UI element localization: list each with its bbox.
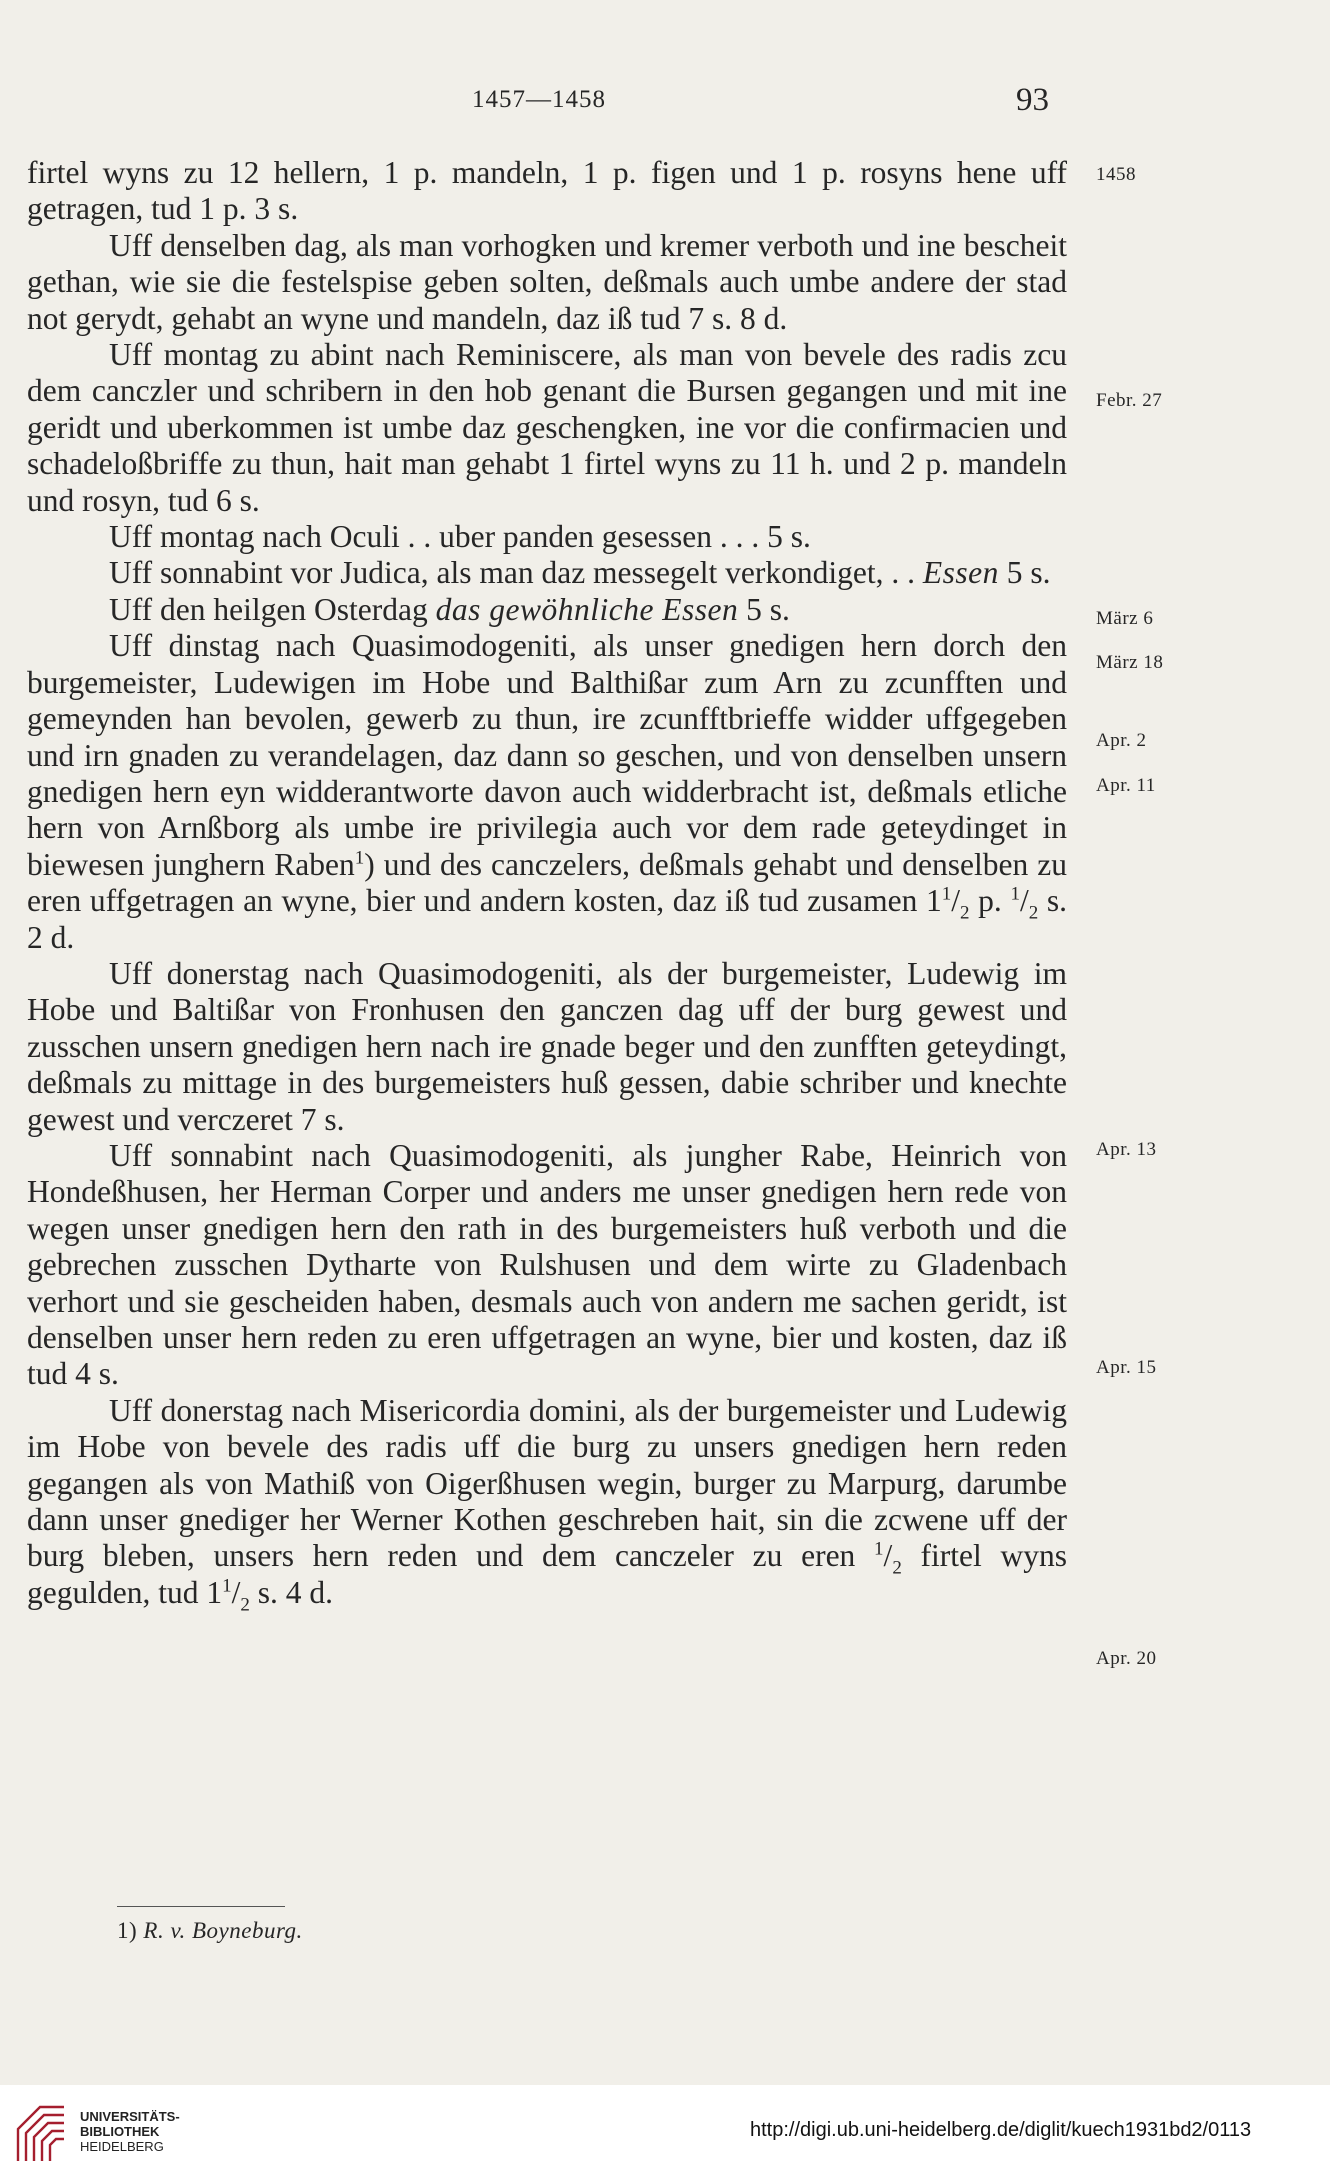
paragraph-text: 5 s.: [738, 591, 790, 627]
fraction-numerator: 1: [222, 1575, 232, 1597]
paragraph-text: Uff dinstag nach Quasimodogeniti, als unser gnedigen hern dorch den burgemeister, Ludewigen im Hobe und Balthißar zum Arn zu zcunfften und gemeynden han bevolen, gewerb zu thun, ire zcunfftbrieffe widder uffgegeben und irn gnaden zu verandelagen, daz dann so geschen, und von denselben unsern gnedigen hern eyn widderantworte davon auch widderbracht ist, deßmals etliche hern von Arnßborg als umbe ire privilegia auch vor dem rade geteydinget in biewesen junghern Raben: [27, 628, 1067, 882]
logo-line: BIBLIOTHEK: [80, 2124, 160, 2139]
paragraph-text: Uff sonnabint vor Judica, als man daz messegelt verkondiget, . .: [109, 555, 923, 591]
logo-strokes: [18, 2107, 64, 2161]
paragraph: Uff dinstag nach Quasimodogeniti, als unser gnedigen hern dorch den burgemeister, Ludewigen im Hobe und Balthißar zum Arn zu zcunfften und gemeynden han bevolen, gewerb zu thun, ire zcunfftbrieffe widder uffgegeben und irn gnaden zu verandelagen, daz dann so geschen, und von denselben unsern gnedigen hern eyn widderantworte davon auch widderbracht ist, deßmals etliche hern von Arnßborg als umbe ire privilegia auch vor dem rade geteydinget in biewesen junghern Raben$^1$) und des canczelers, deßmals gehabt und denselben zu eren uffgetragen an wyne, bier und andern kosten, daz iß tud zusamen $1^1/_2$ p. $^1/_2$ s. 2 d.: [27, 628, 1067, 955]
italic-editorial-text: Essen: [922, 555, 999, 591]
footnote-divider: [117, 1906, 285, 1907]
margin-date: Apr. 13: [1096, 1139, 1157, 1160]
logo-wordmark: [80, 2109, 180, 2154]
paragraph: Uff montag nach Oculi . . uber panden gesessen . . . 5 s.: [109, 519, 811, 555]
source-url-link[interactable]: http://digi.ub.uni-heidelberg.de/diglit/kuech1931bd2/0113: [750, 2119, 1252, 2141]
digitization-footer: [0, 2085, 1330, 2176]
paragraph-text: ) und des canczelers, deßmals gehabt und denselben zu eren uffgetragen an wyne, bier und andern kosten, daz iß tud zusamen 1: [27, 846, 1067, 919]
paragraph-text: s. 4 d.: [249, 1574, 333, 1610]
fraction-numerator: 1: [874, 1538, 884, 1560]
paragraph: Uff sonnabint nach Quasimodogeniti, als jungher Rabe, Heinrich von Hondeßhusen, her Herman Corper und anders me unser gnedigen hern rede von wegen unser gnedigen hern den rath in des burgemeisters huß verboth und die gebrechen zusschen Dytharte von Rulshusen und dem wirte zu Gladenbach verhort und sie gescheiden haben, desmals auch von andern me sachen geridt, ist denselben unser hern reden zu eren uffgetragen an wyne, bier und kosten, daz iß tud 4 s.: [27, 1137, 1067, 1392]
page-header: [0, 82, 1330, 126]
paragraph-text: Uff donerstag nach Misericordia domini, als der burgemeister und Ludewig im Hobe von bevele des radis uff die burg zu unsers gnedigen hern reden gegangen als von Mathiß von Oigerßhusen wegin, burger zu Marpurg, darumbe dann unser gnediger her Werner Kothen geschreben hait, sin die zcwene uff der burg bleben, unsers hern reden und dem canczeler zu eren: [27, 1392, 1067, 1574]
paragraph-text: 5 s.: [998, 555, 1051, 591]
margin-date: Febr. 27: [1096, 390, 1163, 411]
fraction-denominator: 2: [1028, 902, 1039, 924]
paragraph: firtel wyns zu 12 hellern, 1 p. mandeln, 1 p. figen und 1 p. rosyns hene uff getragen, tud 1 p. 3 s.: [27, 155, 1067, 227]
fraction-denominator: 2: [960, 902, 970, 924]
page-number: 93: [1016, 82, 1049, 118]
footnote-text: R. v. Boyneburg.: [143, 1918, 303, 1943]
university-library-logo-icon: [12, 2099, 70, 2163]
paragraph: Uff montag zu abint nach Reminiscere, als man von bevele des radis zcu dem canczler und schribern in den hob genant die Bursen gegangen und mit ine geridt und uberkommen ist umbe daz geschengken, ine vor die confirmacien und schadeloßbriffe zu thun, hait man gehabt 1 firtel wyns zu 11 h. und 2 p. mandeln und rosyn, tud 6 s.: [27, 337, 1067, 518]
fraction-numerator: 1: [1010, 883, 1020, 905]
margin-date: März 6: [1096, 608, 1154, 629]
paragraph-text: p.: [969, 883, 1011, 919]
footnote-number: 1): [117, 1918, 138, 1943]
footnote: [117, 1918, 303, 1944]
margin-date: Apr. 11: [1096, 775, 1156, 796]
paragraph: Uff donerstag nach Quasimodogeniti, als der burgemeister, Ludewig im Hobe und Baltißar von Fronhusen den ganczen dag uff der burg gewest und zusschen unsern gnedigen hern nach ire gnade beger und den zunfften geteydingt, deßmals zu mittage in des burgemeisters huß gessen, dabie schriber und knechte gewest und verczeret 7 s.: [27, 955, 1067, 1137]
margin-date: Apr. 15: [1096, 1357, 1157, 1378]
main-text: [27, 155, 1067, 1616]
fraction-numerator: 1: [941, 883, 952, 905]
footnote-reference: 1: [354, 847, 365, 869]
logo-line: HEIDELBERG: [80, 2139, 164, 2154]
margin-date: Apr. 20: [1096, 1648, 1157, 1669]
paragraph: [27, 592, 1067, 628]
italic-editorial-text: das gewöhnliche Essen: [435, 591, 739, 627]
paragraph-text: s. 2 d.: [27, 883, 1067, 955]
logo-line: UNIVERSITÄTS-: [80, 2109, 180, 2124]
paragraph: Uff donerstag nach Misericordia domini, als der burgemeister und Ludewig im Hobe von bevele des radis uff die burg zu unsers gnedigen hern reden gegangen als von Mathiß von Oigerßhusen wegin, burger zu Marpurg, darumbe dann unser gnediger her Werner Kothen geschreben hait, sin die zcwene uff der burg bleben, unsers hern reden und dem canczeler zu eren $^1/_2$ firtel wyns gegulden, tud $1^1/_2$ s. 4 d.: [27, 1392, 1067, 1616]
running-head: 1457—1458: [472, 86, 606, 113]
fraction-denominator: 2: [892, 1557, 902, 1579]
margin-date: 1458: [1096, 164, 1136, 185]
paragraph: Uff denselben dag, als man vorhogken und kremer verboth und ine bescheit gethan, wie sie die festelspise geben solten, deßmals auch umbe andere der stad not gerydt, gehabt an wyne und mandeln, daz iß tud 7 s. 8 d.: [27, 227, 1067, 336]
paragraph-text: firtel wyns gegulden, tud 1: [27, 1538, 1067, 1610]
fraction-denominator: 2: [240, 1594, 250, 1616]
margin-date: März 18: [1096, 652, 1164, 673]
margin-date: Apr. 2: [1096, 730, 1147, 751]
paragraph-text: Uff den heilgen Osterdag: [109, 591, 436, 627]
paragraph: [27, 555, 1067, 591]
